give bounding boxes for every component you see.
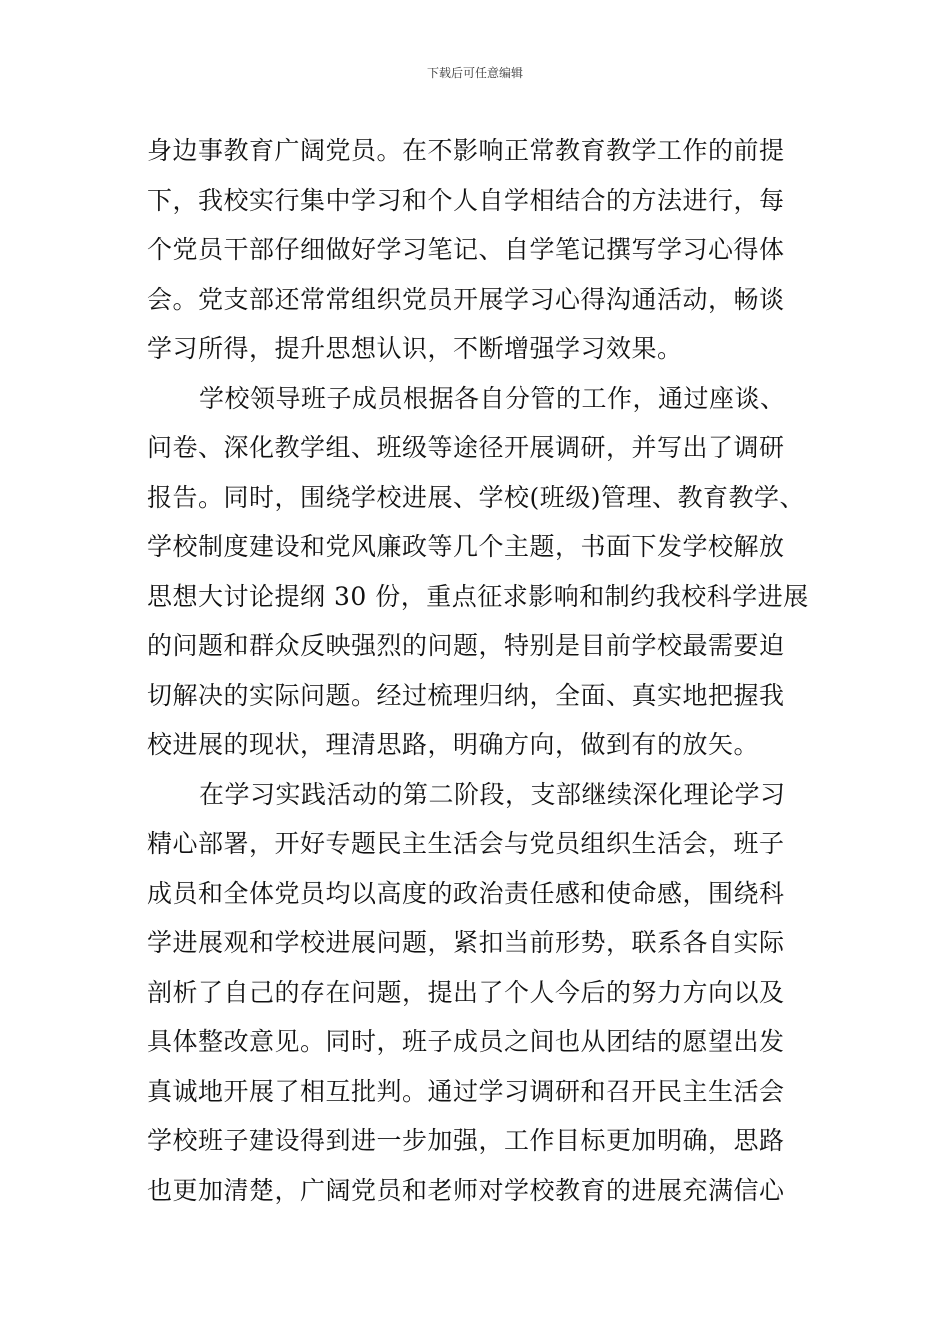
page-header: 下载后可任意编辑 xyxy=(426,66,523,80)
text-line: 学习所得，提升思想认识，不断增强学习效果。 xyxy=(147,334,683,363)
text-line: 问卷、深化教学组、班级等途径开展调研，并写出了调研 xyxy=(147,433,785,462)
document-body xyxy=(147,126,847,1215)
text-line: 校进展的现状，理清思路，明确方向，做到有的放矢。 xyxy=(147,730,760,759)
text-line: 报告。同时，围绕学校进展、学校(班级)管理、教育教学、 xyxy=(147,482,806,512)
text-line: 具体整改意见。同时，班子成员之间也从团结的愿望出发 xyxy=(147,1027,785,1056)
text-line: 的问题和群众反映强烈的问题，特别是目前学校最需要迫 xyxy=(147,631,785,660)
text-line: 也更加清楚，广阔党员和老师对学校教育的进展充满信心 xyxy=(147,1175,785,1205)
text-line: 个党员干部仔细做好学习笔记、自学笔记撰写学习心得体 xyxy=(147,235,785,264)
paragraph-start-line: 在学习实践活动的第二阶段，支部继续深化理论学习 xyxy=(199,779,786,809)
text-line: 成员和全体党员均以高度的政治责任感和使命感，围绕科 xyxy=(147,878,785,908)
text-line: 学进展观和学校进展问题，紧扣当前形势，联系各自实际 xyxy=(147,928,785,957)
paragraph-start-line: 学校领导班子成员根据各自分管的工作，通过座谈、 xyxy=(199,383,786,413)
text-line: 学校班子建设得到进一步加强，工作目标更加明确，思路 xyxy=(147,1126,785,1155)
text-line: 学校制度建设和党风廉政等几个主题，书面下发学校解放 xyxy=(147,532,785,561)
text-line: 身边事教育广阔党员。在不影响正常教育教学工作的前提 xyxy=(147,136,785,165)
text-line: 切解决的实际问题。经过梳理归纳，全面、真实地把握我 xyxy=(147,680,785,710)
text-line: 下，我校实行集中学习和个人自学相结合的方法进行，每 xyxy=(147,185,785,215)
text-line: 精心部署，开好专题民主生活会与党员组织生活会，班子 xyxy=(147,829,785,858)
text-line: 会。党支部还常常组织党员开展学习心得沟通活动，畅谈 xyxy=(147,284,785,314)
text-line: 真诚地开展了相互批判。通过学习调研和召开民主生活会 xyxy=(147,1076,785,1106)
text-line: 思想大讨论提纲 30 份，重点征求影响和制约我校科学进展 xyxy=(147,581,809,611)
text-line: 剖析了自己的存在问题，提出了个人今后的努力方向以及 xyxy=(147,977,785,1007)
